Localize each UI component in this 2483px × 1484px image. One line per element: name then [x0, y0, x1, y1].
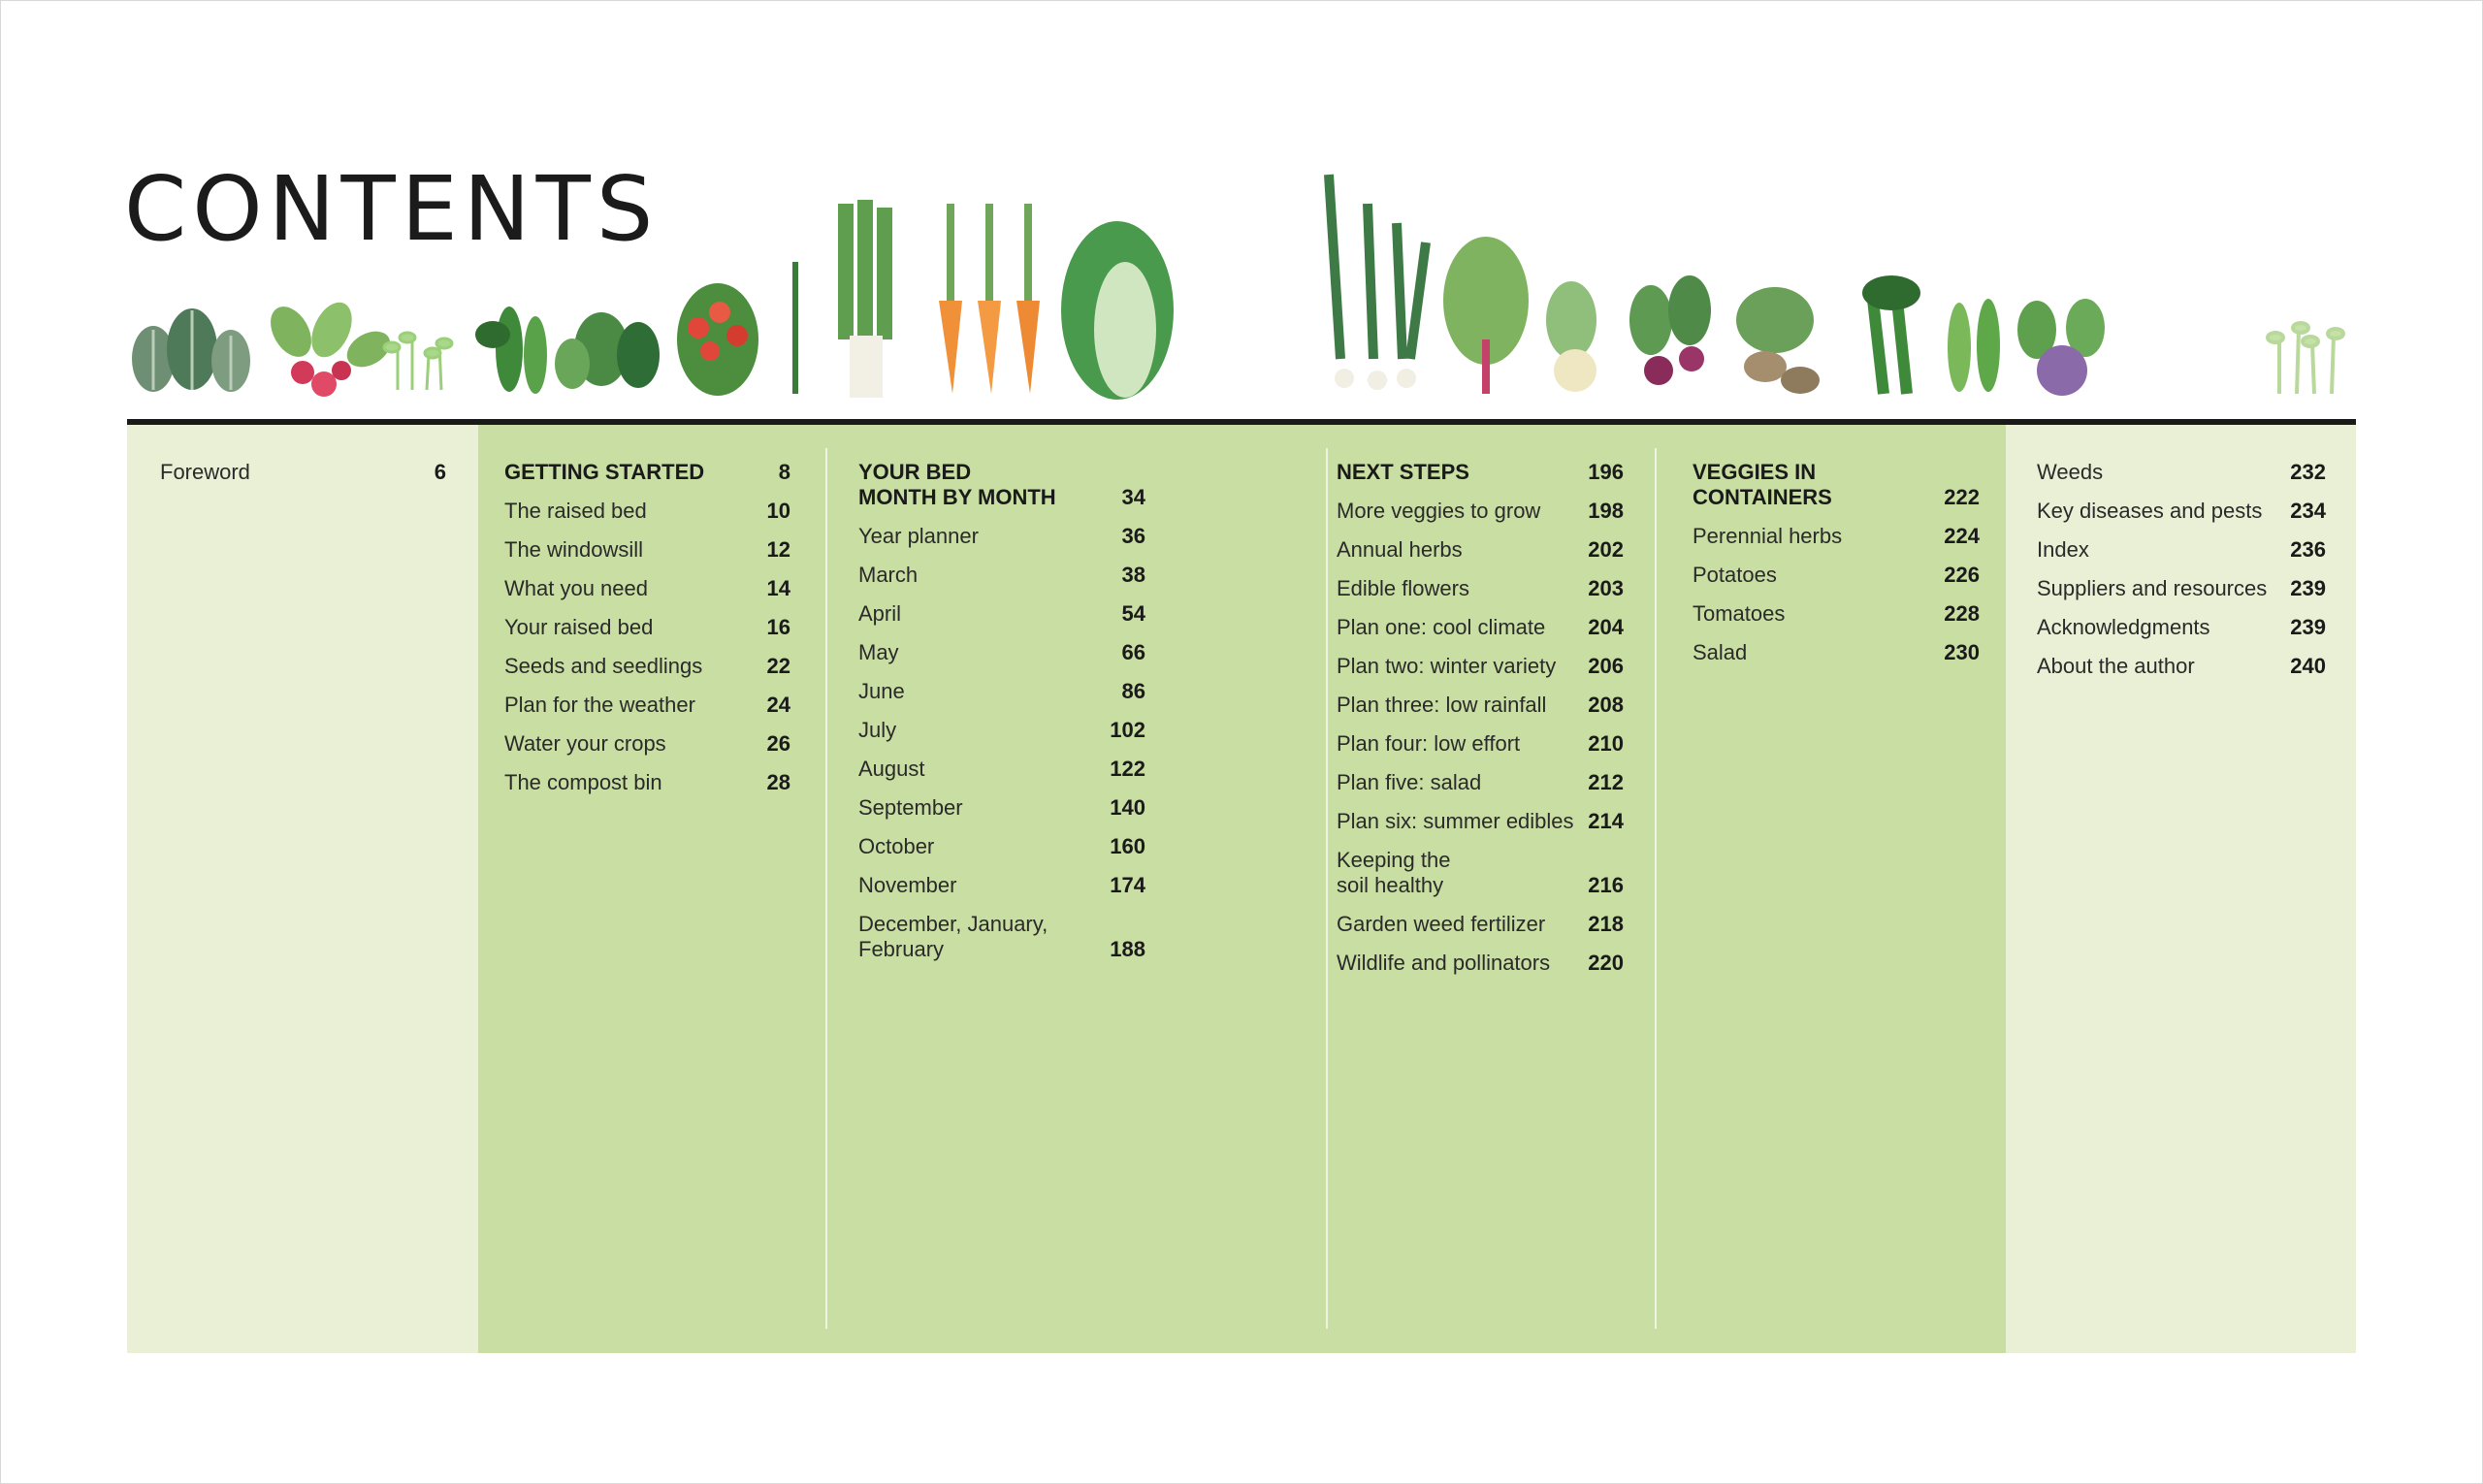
toc-entry-label: Wildlife and pollinators	[1337, 951, 1551, 975]
toc-entry-label: Tomatoes	[1693, 601, 1786, 626]
herbs-icon	[555, 312, 660, 389]
toc-entry	[858, 912, 1145, 962]
toc-entry	[1337, 576, 1624, 601]
toc-entry	[858, 757, 1145, 782]
toc-entry	[1693, 563, 1980, 588]
toc-entry	[1337, 848, 1624, 898]
toc-entry	[2037, 576, 2326, 601]
toc-entry-label: Garden weed fertilizer	[1337, 912, 1546, 936]
toc-page-number: 203	[1588, 576, 1624, 600]
toc-entry-label: GETTING STARTED	[504, 460, 705, 484]
toc-page-number: 236	[2290, 537, 2326, 562]
toc-page-number: 234	[2290, 499, 2326, 523]
toc-entry-label: VEGGIES IN CONTAINERS	[1693, 460, 1832, 509]
toc-page-number: 66	[1121, 640, 1145, 664]
toc-entry-label: Perennial herbs	[1693, 524, 1843, 548]
toc-entry	[858, 640, 1145, 665]
toc-entry-label: About the author	[2037, 654, 2195, 678]
toc-page-number: 232	[2290, 460, 2326, 484]
toc-entry-label: NEXT STEPS	[1337, 460, 1469, 484]
toc-section-heading	[504, 460, 790, 485]
toc-entry-label: Key diseases and pests	[2037, 499, 2263, 523]
toc-entry	[504, 537, 790, 563]
toc-entry	[1337, 693, 1624, 718]
toc-entry-label: May	[858, 640, 899, 664]
toc-entry-label: Plan five: salad	[1337, 770, 1482, 794]
page-title: CONTENTS	[124, 157, 660, 261]
toc-page-number: 16	[766, 615, 790, 639]
toc-page-number: 228	[1944, 601, 1980, 626]
toc-entry	[858, 601, 1145, 627]
toc-column-containers	[1693, 460, 1980, 679]
peas-icon	[475, 306, 547, 394]
toc-entry-label: Plan six: summer edibles	[1337, 809, 1574, 833]
toc-entry	[504, 576, 790, 601]
toc-page-number: 196	[1588, 460, 1624, 484]
toc-entry	[2037, 537, 2326, 563]
toc-page-number: 102	[1110, 718, 1145, 742]
toc-page-number: 214	[1588, 809, 1624, 833]
toc-page-number: 204	[1588, 615, 1624, 639]
toc-page-number: 174	[1110, 873, 1145, 897]
column-divider	[1326, 448, 1328, 1329]
column-divider	[1655, 448, 1657, 1329]
toc-entry	[1337, 731, 1624, 757]
toc-entry-label: Salad	[1693, 640, 1748, 664]
toc-page-number: 239	[2290, 615, 2326, 639]
toc-page-number: 208	[1588, 693, 1624, 717]
toc-entry-label: Seeds and seedlings	[504, 654, 703, 678]
tomato-icon	[677, 262, 795, 396]
toc-page-number: 212	[1588, 770, 1624, 794]
toc-entry	[504, 770, 790, 795]
toc-page-number: 14	[766, 576, 790, 600]
toc-entry-label: Index	[2037, 537, 2089, 562]
toc-page-number: 230	[1944, 640, 1980, 664]
toc-entry-label: Keeping the soil healthy	[1337, 848, 1451, 897]
toc-entry-label: Plan for the weather	[504, 693, 695, 717]
toc-page-number: 218	[1588, 912, 1624, 936]
toc-entry-label: July	[858, 718, 897, 742]
microgreens-icon	[384, 333, 452, 390]
toc-page-number: 38	[1121, 563, 1145, 587]
toc-page-number: 86	[1121, 679, 1145, 703]
potato-icon	[1736, 287, 1820, 394]
toc-page-number: 224	[1944, 524, 1980, 548]
toc-entry-label: Foreword	[160, 460, 250, 484]
toc-entry-label: Your raised bed	[504, 615, 654, 639]
toc-entry-label: August	[858, 757, 925, 781]
toc-entry-label: Water your crops	[504, 731, 666, 756]
toc-entry-label: Plan three: low rainfall	[1337, 693, 1547, 717]
toc-entry	[2037, 654, 2326, 679]
toc-entry	[504, 693, 790, 718]
toc-page-number: 122	[1110, 757, 1145, 781]
kale-icon	[132, 308, 250, 392]
toc-page-number: 222	[1944, 485, 1980, 509]
toc-page-number: 220	[1588, 951, 1624, 975]
toc-page-number: 12	[766, 537, 790, 562]
kohlrabi-icon	[2017, 299, 2105, 396]
toc-entry-label: Weeds	[2037, 460, 2104, 484]
toc-entry	[1337, 499, 1624, 524]
toc-entry	[1337, 654, 1624, 679]
toc-entry-label: What you need	[504, 576, 648, 600]
toc-entry-label: Potatoes	[1693, 563, 1777, 587]
toc-page-number: 206	[1588, 654, 1624, 678]
beans-icon	[1862, 275, 1920, 394]
toc-page-number: 188	[1110, 937, 1145, 961]
toc-page-number: 216	[1588, 873, 1624, 897]
toc-entry-label: September	[858, 795, 963, 820]
toc-entry	[858, 873, 1145, 898]
toc-entry	[1693, 601, 1980, 627]
toc-entry	[2037, 499, 2326, 524]
toc-entry	[1337, 951, 1624, 976]
lettuce-icon	[1061, 221, 1174, 400]
toc-page-number: 240	[2290, 654, 2326, 678]
toc-entry	[2037, 615, 2326, 640]
toc-page-number: 226	[1944, 563, 1980, 587]
toc-entry-label: June	[858, 679, 905, 703]
toc-entry	[504, 615, 790, 640]
toc-entry	[1337, 912, 1624, 937]
toc-page-number: 54	[1121, 601, 1145, 626]
toc-entry-label: The raised bed	[504, 499, 647, 523]
toc-entry	[160, 460, 446, 485]
toc-page-number: 239	[2290, 576, 2326, 600]
toc-entry-label: December, January, February	[858, 912, 1048, 961]
toc-page-number: 36	[1121, 524, 1145, 548]
toc-section-heading	[1693, 460, 1980, 510]
toc-entry-label: More veggies to grow	[1337, 499, 1541, 523]
toc-entry	[1337, 537, 1624, 563]
onion-icon	[1329, 175, 1426, 390]
sprouts-icon	[2268, 323, 2343, 394]
toc-entry	[858, 679, 1145, 704]
toc-entry-label: Acknowledgments	[2037, 615, 2210, 639]
toc-entry	[504, 654, 790, 679]
leek-icon	[846, 200, 885, 398]
toc-entry	[1337, 809, 1624, 834]
toc-column-getting-started	[504, 460, 790, 809]
beet-icon	[1629, 275, 1711, 385]
toc-entry	[504, 499, 790, 524]
toc-entry	[858, 563, 1145, 588]
toc-page-number: 10	[766, 499, 790, 523]
toc-entry-label: Annual herbs	[1337, 537, 1463, 562]
toc-section-heading	[858, 460, 1145, 510]
toc-entry-label: Year planner	[858, 524, 979, 548]
toc-entry-label: April	[858, 601, 902, 626]
toc-entry-label: Plan one: cool climate	[1337, 615, 1546, 639]
toc-entry-label: October	[858, 834, 935, 858]
toc-column-next-steps	[1337, 460, 1624, 989]
toc-page-number: 34	[1121, 485, 1145, 509]
pea-pod-icon	[1948, 299, 2000, 392]
toc-page-number: 28	[766, 770, 790, 794]
toc-entry	[1337, 615, 1624, 640]
toc-entry-label: The compost bin	[504, 770, 662, 794]
vegetable-illustration-strip	[116, 157, 2367, 407]
toc-entry	[504, 731, 790, 757]
toc-entry-label: March	[858, 563, 919, 587]
chard-icon	[1443, 237, 1529, 394]
toc-page-number: 26	[766, 731, 790, 756]
column-divider	[825, 448, 827, 1329]
toc-entry-label: Suppliers and resources	[2037, 576, 2268, 600]
toc-entry-label: YOUR BED MONTH BY MONTH	[858, 460, 1056, 509]
toc-page-number: 210	[1588, 731, 1624, 756]
turnip-icon	[1546, 281, 1596, 392]
toc-entry-label: Plan two: winter variety	[1337, 654, 1557, 678]
toc-entry	[858, 718, 1145, 743]
toc-page-number: 160	[1110, 834, 1145, 858]
carrot-icon	[939, 204, 1040, 394]
toc-column-foreword	[160, 460, 446, 499]
toc-entry-label: November	[858, 873, 957, 897]
toc-entry	[858, 834, 1145, 859]
toc-page-number: 202	[1588, 537, 1624, 562]
toc-page-number: 198	[1588, 499, 1624, 523]
panel-foreword	[127, 425, 478, 1353]
toc-entry-label: The windowsill	[504, 537, 644, 562]
toc-page-number: 24	[766, 693, 790, 717]
toc-page-number: 22	[766, 654, 790, 678]
toc-page-number: 140	[1110, 795, 1145, 820]
toc-section-heading	[1337, 460, 1624, 485]
radish-icon	[262, 296, 396, 397]
toc-entry-label: Edible flowers	[1337, 576, 1469, 600]
toc-entry	[2037, 460, 2326, 485]
toc-page-number: 6	[434, 460, 446, 484]
toc-entry	[858, 524, 1145, 549]
toc-page-number: 8	[778, 460, 790, 484]
toc-entry	[1693, 524, 1980, 549]
toc-entry-label: Plan four: low effort	[1337, 731, 1521, 756]
toc-entry	[1337, 770, 1624, 795]
toc-entry	[1693, 640, 1980, 665]
toc-column-month-by-month	[858, 460, 1145, 976]
toc-column-back-matter	[2037, 460, 2326, 693]
toc-entry	[858, 795, 1145, 821]
